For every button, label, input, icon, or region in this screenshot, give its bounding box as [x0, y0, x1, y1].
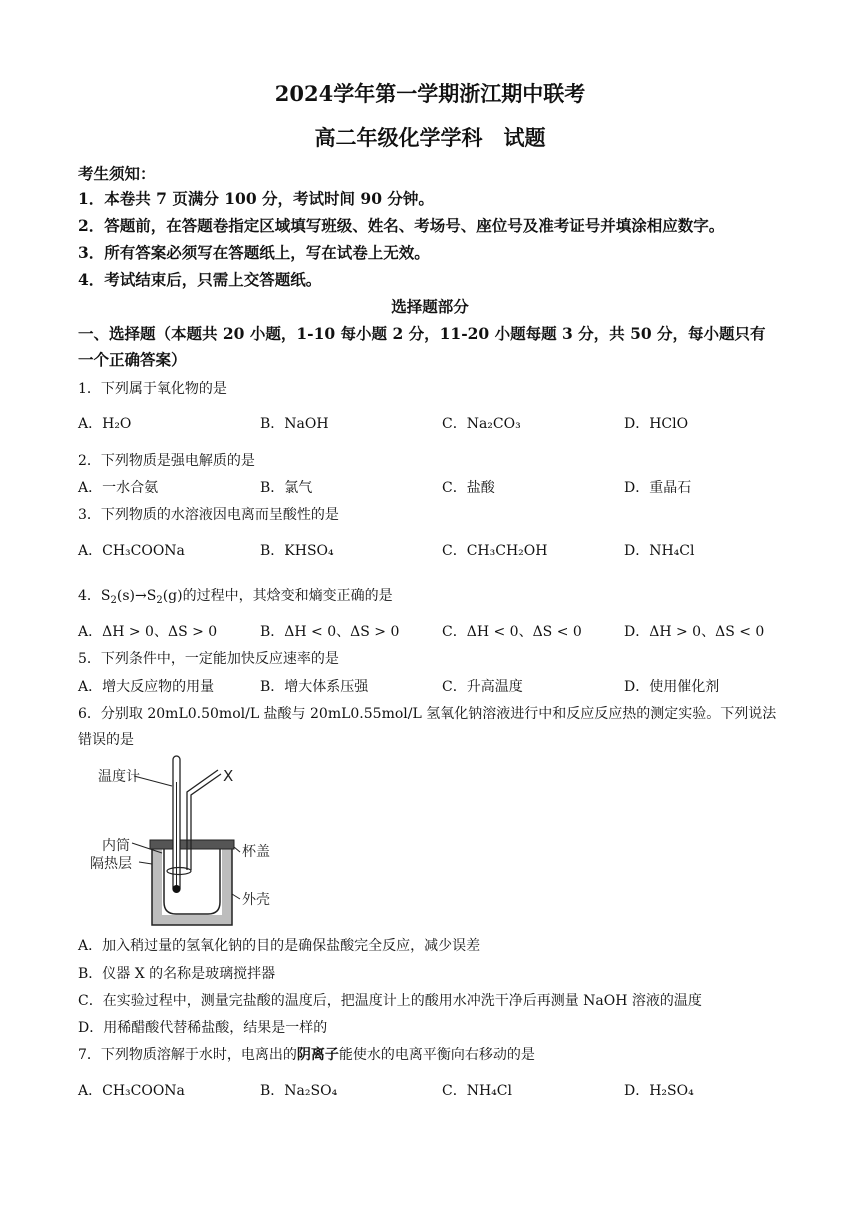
question-stem: 1．下列属于氧化物的是 [78, 381, 227, 397]
option-b: B．增大体系压强 [260, 679, 369, 695]
emphasis-text: 阴离子 [296, 1047, 339, 1063]
option-c: C．ΔH < 0、ΔS < 0 [442, 624, 582, 640]
option-a: A．加入稍过量的氢氧化钠的目的是确保盐酸完全反应，减少误差 [78, 938, 481, 954]
option-d: D．H₂SO₄ [624, 1083, 694, 1099]
question-stem: 3．下列物质的水溶液因电离而呈酸性的是 [78, 507, 339, 523]
label-thermometer: 温度计 [98, 769, 140, 785]
option-a: A．一水合氨 [78, 480, 159, 496]
option-d: D．HClO [624, 416, 689, 432]
equation: $S_2(s)\to S_2(g)$ [100, 588, 183, 606]
option-c: C．盐酸 [442, 480, 495, 496]
option-d: D．用稀醋酸代替稀盐酸，结果是一样的 [78, 1020, 328, 1036]
option-c: C．升高温度 [442, 679, 523, 695]
option-a: A．增大反应物的用量 [78, 679, 215, 695]
question-stem: 错误的是 [78, 732, 134, 748]
option-b: B．仪器 X 的名称是玻璃搅拌器 [78, 966, 276, 982]
section-title: 选择题部分 [391, 297, 469, 316]
option-d: D．ΔH > 0、ΔS < 0 [624, 624, 765, 640]
exam-subtitle: 高二年级化学学科 试题 [314, 125, 546, 150]
notice-item: 1．本卷共 7 页满分 100 分，考试时间 90 分钟。 [78, 189, 434, 208]
calorimeter-figure [90, 752, 290, 930]
option-b: B．KHSO₄ [260, 543, 334, 559]
question-stem: 7．下列物质溶解于水时，电离出的阴离子能使水的电离平衡向右移动的是 [78, 1047, 535, 1063]
option-b: B．NaOH [260, 416, 329, 432]
option-d: D．使用催化剂 [624, 679, 720, 695]
option-c: C．Na₂CO₃ [442, 416, 521, 432]
question-stem: 4．$S_2(s)\to S_2(g)$的过程中，其焓变和熵变正确的是 [78, 588, 393, 606]
label-insulation: 隔热层 [90, 856, 132, 872]
option-d: D．NH₄Cl [624, 543, 695, 559]
option-a: A．ΔH > 0、ΔS > 0 [78, 624, 218, 640]
notice-heading: 考生须知： [78, 164, 156, 183]
notice-item: 3．所有答案必须写在答题纸上，写在试卷上无效。 [78, 243, 430, 262]
question-stem: 2．下列物质是强电解质的是 [78, 453, 255, 469]
exam-title: 2024学年第一学期浙江期中联考 [274, 81, 586, 106]
option-c: C．CH₃CH₂OH [442, 543, 548, 559]
label-shell: 外壳 [242, 892, 270, 908]
option-b: B．ΔH < 0、ΔS > 0 [260, 624, 400, 640]
option-d: D．重晶石 [624, 480, 692, 496]
notice-item: 2．答题前，在答题卷指定区域填写班级、姓名、考场号、座位号及准考证号并填涂相应数字。 [78, 216, 725, 235]
label-lid: 杯盖 [242, 844, 270, 860]
label-inner-cup: 内筒 [102, 838, 130, 854]
option-a: A．CH₃COONa [78, 543, 185, 559]
option-c: C．在实验过程中，测量完盐酸的温度后，把温度计上的酸用水冲洗干净后再测量 NaOH 溶液的温度 [78, 993, 702, 1009]
option-b: B．Na₂SO₄ [260, 1083, 338, 1099]
cup-lid [150, 840, 234, 849]
section-heading: 一个正确答案） [78, 350, 187, 369]
option-b: B．氯气 [260, 480, 313, 496]
question-stem: 5．下列条件中，一定能加快反应速率的是 [78, 651, 339, 667]
option-a: A．H₂O [78, 416, 132, 432]
option-c: C．NH₄Cl [442, 1083, 512, 1099]
label-x: X [223, 767, 234, 785]
notice-item: 4．考试结束后，只需上交答题纸。 [78, 270, 322, 289]
section-heading: 一、选择题（本题共 20 小题，1-10 每小题 2 分，11-20 小题每题 3 分，共 50 分，每小题只有 [78, 324, 766, 343]
question-stem: 6．分别取 20mL0.50mol/L 盐酸与 20mL0.55mol/L 氢氧化钠溶液进行中和反应反应热的测定实验。下列说法 [78, 706, 777, 722]
option-a: A．CH₃COONa [78, 1083, 185, 1099]
